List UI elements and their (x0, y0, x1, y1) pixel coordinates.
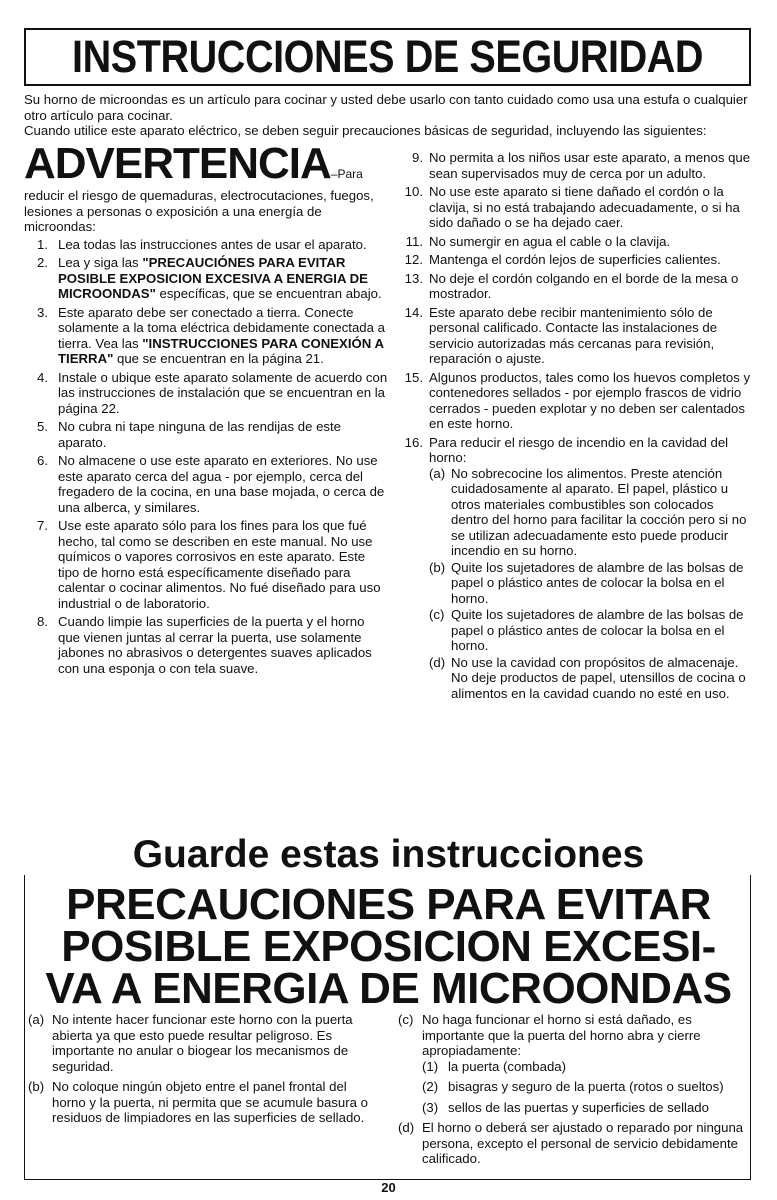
item-number: 4. (37, 369, 48, 385)
item-bold-text: "INSTRUCCIONES PARA CONEXIÓN A TIERRA" (58, 335, 384, 366)
list-item (24, 614, 389, 676)
item-text: No almacene o use este aparato en exteriores. No use este aparato cerca del agua - por ejemplo, cerca del fregadero de la cocina, en una base mojada, o cerca de una alberca, y similares. (58, 453, 385, 515)
door-problems-sublist (422, 1059, 748, 1116)
title-box (24, 28, 751, 86)
item-number: 13. (404, 270, 423, 286)
item-label: (b) (429, 559, 446, 575)
precautions-right-column (398, 1012, 748, 1172)
list-item (24, 419, 389, 450)
intro (24, 92, 750, 139)
precautions-list-left (28, 1012, 373, 1126)
item-text: Este aparato debe recibir mantenimiento sólo de personal calificado. Contacte las instalaciones de servicio autorizadas más cercanas para revisión, reparación o ajuste. (429, 304, 718, 366)
precautions-list-right (398, 1012, 748, 1167)
list-item (24, 305, 389, 367)
list-item (397, 370, 753, 432)
item-number: 8. (37, 614, 48, 629)
item-text: bisagras y seguro de la puerta (rotos o sueltos) (448, 1079, 724, 1094)
fire-risk-sublist (429, 466, 753, 702)
list-item (422, 1100, 748, 1116)
item-text: Este aparato debe ser conectado a tierra. Conecte solamente a la toma eléctrica debidamente conectada a tierra. Vea las (58, 304, 385, 351)
warning-word: ADVERTENCIA (24, 139, 331, 188)
item-text: Algunos productos, tales como los huevos completos y contenedores sellados - por ejemplo frascos de vidrio cerrados - pueden explotar y no deben ser calentados en este horno. (429, 369, 751, 431)
item-text: No intente hacer funcionar este horno con la puerta abierta ya que esto puede resultar peligroso. Es importante no anular o biogear los mecanismos de seguridad. (52, 1012, 353, 1074)
item-text: Mantenga el cordón lejos de superficies calientes. (429, 252, 721, 267)
list-item (24, 370, 389, 417)
safety-list-left (24, 237, 389, 677)
item-label: (a) (28, 1012, 45, 1027)
intro-paragraph-1: Su horno de microondas es un artículo para cocinar y usted debe usarlo con tanto cuidado como usa una estufa o cualquier otro artículo para cocinar. (24, 92, 748, 123)
item-text: específicas, que se encuentran abajo. (155, 286, 382, 301)
item-number: 16. (404, 434, 423, 450)
warning-heading (24, 140, 389, 188)
item-text: sellos de las puertas y superficies de sellado (448, 1099, 709, 1115)
item-text: El horno o deberá ser ajustado o reparado por ninguna persona, excepto el personal de servicio debidamente calificado. (422, 1120, 744, 1166)
item-text: No haga funcionar el horno si está dañado, es importante que la puerta del horno abra y cierre apropiadamente: (422, 1012, 701, 1058)
item-text: la puerta (combada) (448, 1058, 567, 1074)
item-text: No sobrecocine los alimentos. Preste atención cuidadosamente al aparato. El papel, plástico u otros materiales combustibles son colocados dentro del horno para facilitar la cocción pero si no se utilizan adecuadamente esto puede producir incendio en su horno. (451, 465, 747, 558)
item-bold-text: "PRECAUCIÓNES PARA EVITAR POSIBLE EXPOSICION EXCESIVA A ENERGIA DE MICROONDAS" (58, 255, 368, 301)
list-item (398, 1012, 748, 1115)
item-number: 3. (37, 304, 48, 320)
safety-list-right (397, 150, 753, 701)
list-item (429, 560, 753, 607)
item-text: Quite los sujetadores de alambre de las bolsas de papel o plástico antes de colocar la bolsa en el horno. (451, 559, 744, 606)
list-item (397, 252, 753, 268)
item-number: 12. (404, 252, 423, 267)
item-text: Para reducir el riesgo de incendio en la cavidad del horno: (429, 434, 729, 465)
list-item (24, 518, 389, 611)
item-text: Instale o ubique este aparato solamente de acuerdo con las instrucciones de instalación que se encuentran en la página 22. (58, 369, 388, 416)
item-number: 9. (412, 150, 423, 165)
list-item (397, 234, 753, 250)
item-label: (d) (429, 654, 446, 670)
list-item (429, 607, 753, 654)
intro-paragraph-2: Cuando utilice este aparato eléctrico, se deben seguir precauciones básicas de seguridad, incluyendo las siguientes: (24, 123, 707, 138)
item-number: 15. (404, 369, 423, 385)
item-number: 7. (37, 518, 48, 533)
list-item (24, 453, 389, 515)
precautions-title-line-3: VA A ENERGIA DE MICROONDAS (45, 964, 732, 1013)
item-text: No use la cavidad con propósitos de almacenaje. No deje productos de papel, utensillos de cocina o alimentos en la cavidad cuando no esté en uso. (451, 654, 746, 701)
item-text: No deje el cordón colgando en el borde de la mesa o mostrador. (429, 270, 739, 301)
item-label: (c) (429, 607, 445, 622)
list-item (397, 435, 753, 702)
item-label: (1) (422, 1058, 439, 1074)
item-text: No coloque ningún objeto entre el panel frontal del horno y la puerta, ni permita que se acumule basura o residuos de limpiadores en las superficies de sellado. (52, 1079, 368, 1125)
precautions-left-column (28, 1012, 373, 1131)
item-text: Cuando limpie las superficies de la puerta y el horno que vienen juntas al cerrar la puerta, use solamente jabones no abrasivos o detergentes suaves aplicados con una esponja o con tela suave. (58, 614, 372, 676)
item-number: 11. (405, 233, 423, 249)
item-label: (3) (422, 1099, 439, 1115)
list-item (397, 150, 753, 181)
item-number: 5. (37, 419, 48, 434)
list-item (24, 255, 389, 302)
item-text: Use este aparato sólo para los fines para los que fué hecho, tal como se describen en este manual. No use químicos o vapores corrosivos en este aparato. Este tipo de horno está específicamente diseñado para calentar o cocinar alimentos. No fué diseñado para uso industrial o de laboratorio. (58, 518, 381, 611)
list-item (429, 466, 753, 559)
list-item (397, 184, 753, 231)
item-label: (a) (429, 465, 446, 481)
item-text: No use este aparato si tiene dañado el cordón o la clavija, si no está trabajando adecuadamente, o si ha sido dañado o se ha dejado caer. (429, 184, 740, 230)
item-number: 10. (404, 184, 423, 199)
item-text: que se encuentran en la página 21. (113, 351, 324, 366)
list-item (398, 1120, 748, 1167)
list-item (28, 1012, 373, 1074)
item-label: (2) (422, 1079, 439, 1094)
list-item (429, 655, 753, 702)
item-label: (b) (28, 1079, 45, 1094)
item-label: (c) (398, 1012, 414, 1027)
item-text: No sumergir en agua el cable o la clavija. (429, 233, 671, 249)
list-item (397, 271, 753, 302)
precautions-title-line-1: PRECAUCIONES PARA EVITAR (66, 880, 711, 929)
item-label: (d) (398, 1120, 415, 1135)
precautions-title (0, 880, 777, 1013)
item-number: 14. (404, 304, 423, 320)
item-text: No permita a los niños usar este aparato, a menos que sean supervisados muy de cerca por un adulto. (429, 150, 751, 181)
item-text: Lea y siga las (58, 255, 143, 270)
left-column (24, 140, 389, 679)
list-item (24, 237, 389, 253)
page-number: 20 (381, 1180, 396, 1195)
item-text: Lea todas las instrucciones antes de usar el aparato. (58, 236, 367, 252)
save-instructions-heading: Guarde estas instrucciones (132, 833, 645, 876)
warning-text: reducir el riesgo de quemaduras, electrocutaciones, fuegos, lesiones a personas o exposición a una energía de microondas: (24, 188, 374, 234)
item-text: No cubra ni tape ninguna de las rendijas de este aparato. (58, 419, 341, 450)
list-item (422, 1059, 748, 1075)
item-number: 6. (37, 453, 48, 468)
warning-lead: –Para (330, 167, 363, 181)
list-item (422, 1079, 748, 1095)
page-title: INSTRUCCIONES DE SEGURIDAD (71, 31, 704, 82)
precautions-title-line-2: POSIBLE EXPOSICION EXCESI- (61, 922, 716, 971)
item-number: 2. (37, 255, 48, 270)
item-text: Quite los sujetadores de alambre de las bolsas de papel o plástico antes de colocar la bolsa en el horno. (451, 607, 744, 653)
list-item (28, 1079, 373, 1126)
right-column (397, 150, 753, 704)
list-item (397, 305, 753, 367)
item-number: 1. (37, 236, 48, 252)
